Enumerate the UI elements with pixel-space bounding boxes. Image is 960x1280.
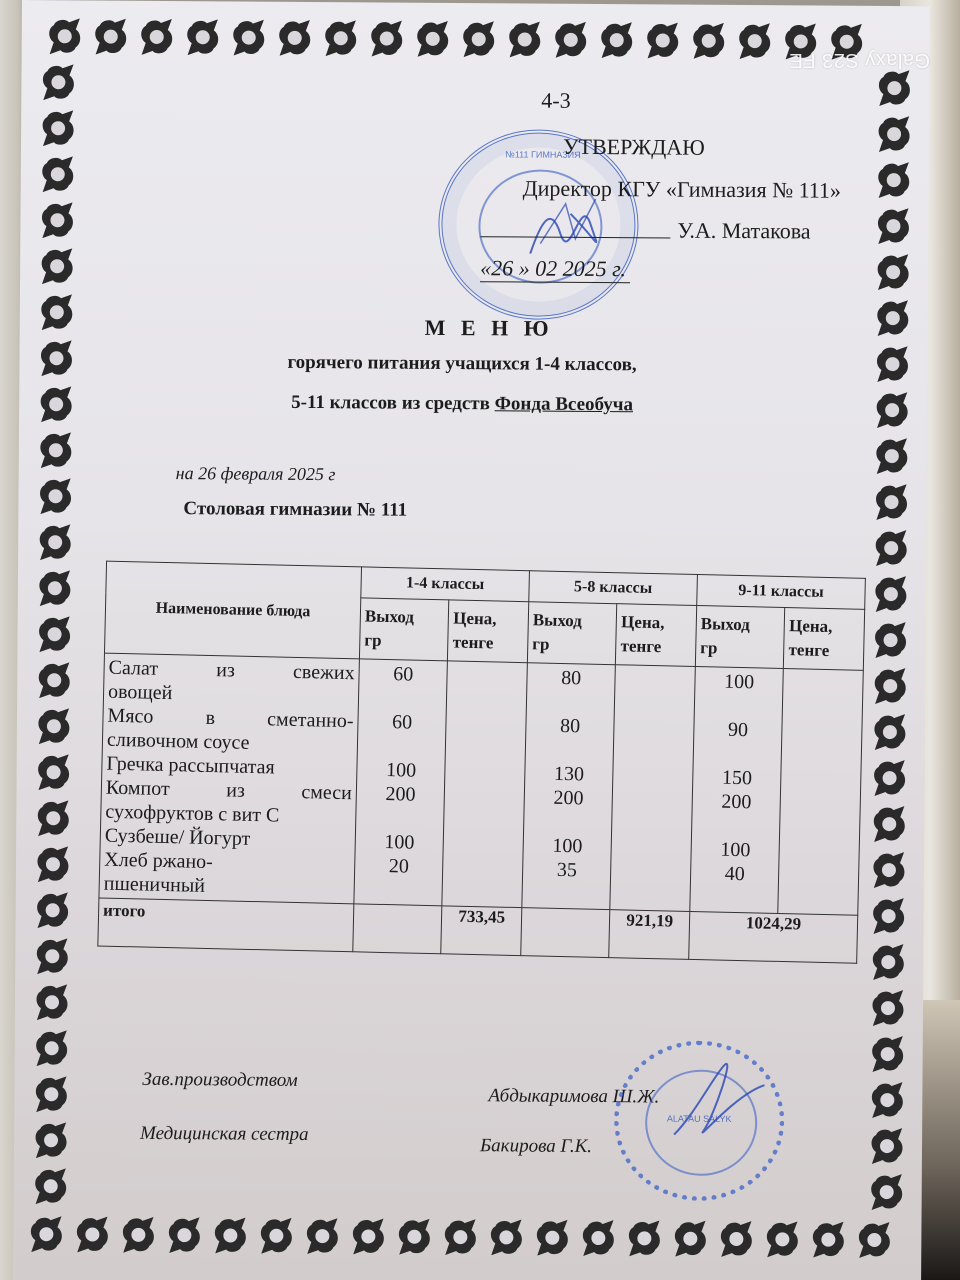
stamp-text: ALATAU SALYK [666,1113,732,1124]
fund-name: Фонда Всеобуча [494,393,634,416]
camera-watermark: Galaxy S23 FE [788,49,930,71]
output-5-8-column: 80 80 130 200 100 35 [522,663,616,910]
group-header-9-11: 9-11 классы [697,575,866,610]
total-price-1-4: 733,45 [441,906,522,956]
total-output-1-4 [353,904,442,954]
group-header-5-8: 5-8 классы [529,571,698,606]
output-header: Выход гр [359,598,449,661]
director-name: У.А. Матакова [677,217,811,244]
output-9-11-column: 100 90 150 200 100 40 [690,666,784,913]
price-1-4-column [442,661,527,908]
price-header: Цена, тенге [616,604,697,667]
nurse-role: Медицинская сестра [140,1122,309,1146]
approve-date: «26 » 02 2025 г. [480,255,630,283]
price-5-8-column [610,665,695,912]
total-label: итого [98,898,354,952]
director-title: Директор КГУ «Гимназия № 111» [522,175,842,203]
subtitle-line-1: горячего питания учащихся 1-4 классов, [287,351,637,376]
supplier-signature [664,1055,775,1146]
price-header: Цена, тенге [448,600,529,663]
dish-column-header: Наименование блюда [104,561,361,659]
document-page [13,0,930,1280]
approve-label: УТВЕРЖДАЮ [562,133,705,160]
subtitle-line-2 [291,392,633,416]
table-row-dishes [99,653,863,915]
total-price-5-8: 921,19 [609,910,690,960]
dish-list: Салат из свежих овощей Мясо в сметанно- сливочном соусе Гречка рассыпчатая Компот из смеси сухофруктов с вит С Сузбеше/ Йогурт Хлеб ржано- пшеничный [99,653,359,904]
production-manager-name: Абдыкаримова Ш.Ж. [488,1085,660,1108]
output-header: Выход гр [695,606,785,669]
menu-date: на 26 февраля 2025 г [175,463,336,485]
canteen-name: Столовая гимназии № 111 [183,498,408,521]
production-manager-role: Зав.производством [142,1068,298,1091]
output-header: Выход гр [527,602,617,665]
stamp-text: №111 ГИМНАЗИЯ [505,149,581,160]
total-output-5-8 [521,908,610,958]
nurse-name: Бакирова Г.К. [479,1135,593,1158]
price-9-11-column [778,669,863,916]
document-number: 4-3 [541,87,571,113]
price-header: Цена, тенге [784,608,865,671]
group-header-1-4: 1-4 классы [361,567,530,602]
subtitle-prefix: 5-11 классов из средств [291,391,495,415]
menu-table [97,561,866,964]
output-1-4-column: 60 60 100 200 100 20 [354,659,448,906]
total-price-9-11: 1024,29 [689,911,858,963]
page-title: М Е Н Ю [424,314,554,341]
